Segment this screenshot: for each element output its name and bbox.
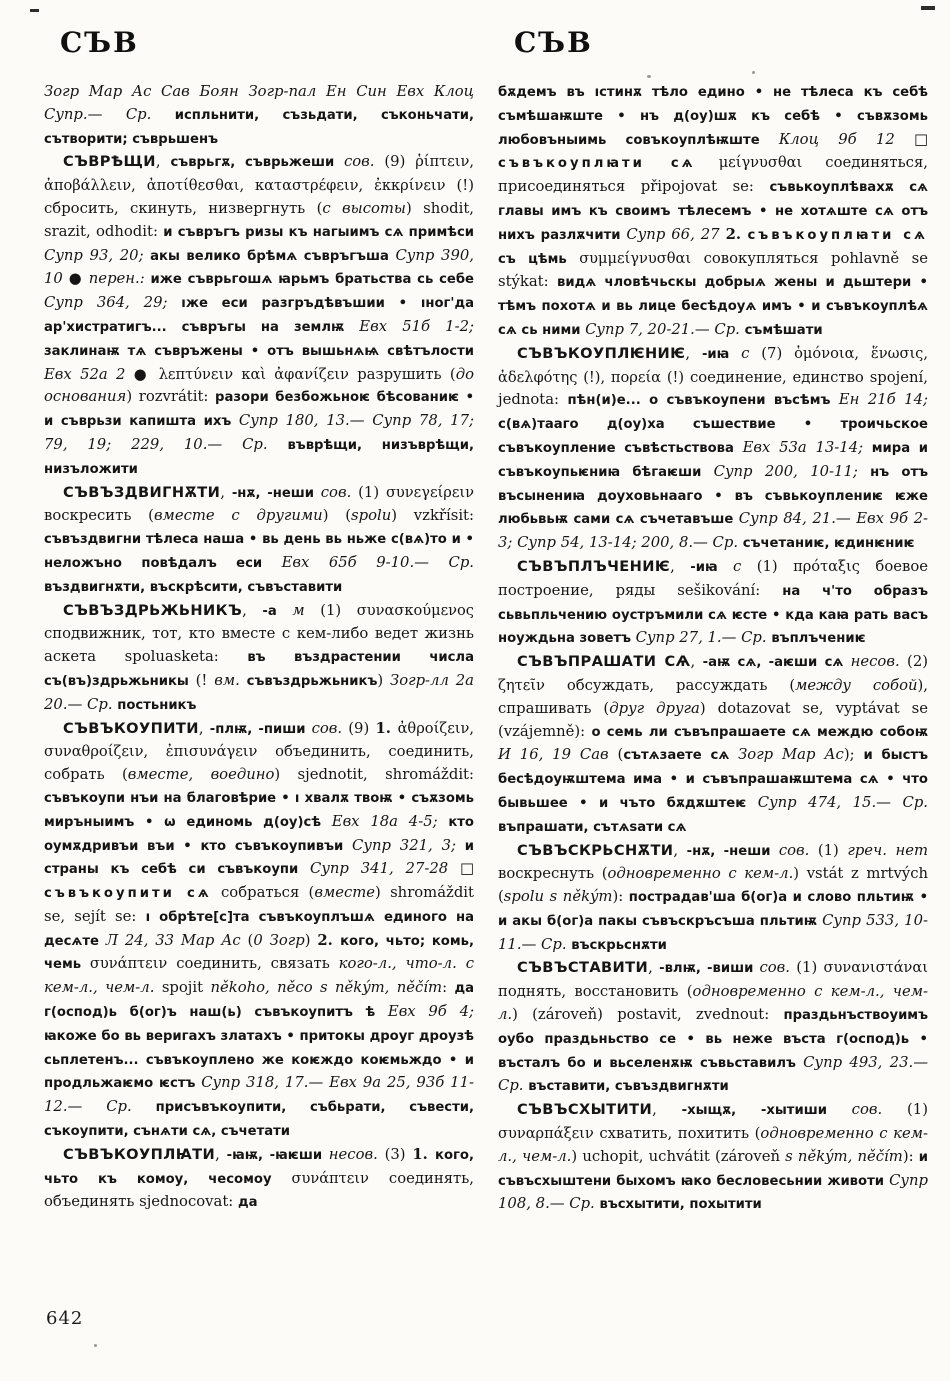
entry-suvuskrsnuti [498, 840, 928, 958]
old-church-slavonic-text: -влѭ, -виши [659, 961, 760, 977]
entry-suvuzdrzhnik [44, 600, 474, 718]
headword: СЪВЪКОУПИТИ [63, 719, 199, 737]
old-church-slavonic-text: -иꙗ [701, 346, 742, 362]
old-church-slavonic-text: и съвръгъ ризы къ нагыимъ сѧ примѣси [163, 224, 475, 240]
roman-text: , [652, 1101, 682, 1119]
entry-suvukupiti [44, 718, 474, 1144]
old-church-slavonic-text: въплъчениѥ [771, 631, 866, 647]
old-church-slavonic-text: въсхытити, похытити [599, 1197, 762, 1213]
roman-text: , [198, 719, 210, 737]
italic-gloss-or-citation: Супр 27, 1.— Ср. [635, 629, 772, 647]
italic-gloss-or-citation: сов. [759, 959, 790, 977]
italic-gloss-or-citation: сов. [851, 1101, 883, 1119]
entry-suvreshti [44, 151, 474, 481]
old-church-slavonic-text: съвъздвигни тѣлеса наша • вь день вь ньже с(вѧ)то и • неложъно повѣдалъ еси [44, 532, 474, 571]
roman-text: соединяться, присоединяться připojovat se: [498, 154, 928, 196]
old-church-slavonic-text: о семь ли съвъпрашаете сѧ междю собоѭ [591, 724, 928, 740]
old-church-slavonic-text: на ч'то образъ сьвьпльчению оустръмили сѧ ѥсте • кда каꙗ рать васъ ноуждьна зоветъ [498, 583, 928, 647]
old-church-slavonic-text: да г(оспод)ь б(ог)ъ наш(ь) съвъкоупитъ ѣ [44, 981, 474, 1021]
roman-text: соединять, объединять sjednocovat: [44, 1169, 474, 1211]
old-church-slavonic-text: праздьнъствоуимъ оубо праздьньство се • вь неже въста г(оспод)ь • въсталъ бо и вьселенѫѭ съвьставилъ [498, 1008, 928, 1071]
greek-equivalents: ὁμόνοια, ἕνωσις, ἀδελφότης (!), πορεία (!) [498, 344, 928, 386]
italic-gloss-or-citation: друг друга [609, 699, 700, 717]
old-church-slavonic-text: пострадав'ша б(ог)а и слово пльтиѭ • и акы б(ог)а пакы съвъскръсъша пльтиѭ [498, 890, 928, 929]
old-church-slavonic-text: -нѫ, -неши [231, 485, 321, 501]
entry-suvukuplyenie [498, 343, 928, 556]
right-column [498, 26, 928, 1217]
italic-gloss-or-citation: одновременно с кем-л., чем-л. [498, 983, 928, 1024]
scan-artifact-speck [94, 1344, 97, 1347]
scan-artifact-tick [30, 9, 39, 12]
greek-equivalents: ζητεῖν [498, 676, 545, 694]
old-church-slavonic-text: кто оумѫдривъи въи • кто съвъкоупивъи [44, 814, 474, 854]
headword: СЪВЪЗДВИГНѪТИ [63, 483, 221, 501]
italic-gloss-or-citation: spolu [351, 507, 392, 525]
roman-text: ● [62, 270, 89, 288]
italic-gloss-or-citation: někoho, něco s někým, něčím [210, 979, 443, 997]
old-church-slavonic-text: съ цѣмь [498, 251, 580, 267]
old-church-slavonic-text: присъвъкоупити, събьрати, съвести, съкоупити, сънѧти сѧ, съчетати [44, 1100, 474, 1140]
roman-text: ) sjednotit, shromáždit: [274, 766, 474, 784]
page-number: 642 [46, 1308, 84, 1329]
headword: СЪВЪСКРЬСНѪТИ [517, 841, 674, 859]
italic-gloss-or-citation: Супр 93, 20; [44, 246, 144, 264]
italic-gloss-or-citation: с [741, 344, 750, 362]
roman-text: ) shromáždit se, sejít se: [44, 884, 474, 925]
roman-text: обсуждать, рассуждать ( [544, 676, 796, 694]
entry-suvuprashati-se [498, 651, 928, 839]
italic-gloss-or-citation: Супр 341, 27-28 [310, 860, 449, 878]
roman-text: ( [608, 746, 624, 764]
italic-gloss-or-citation: несов. [850, 653, 900, 671]
italic-gloss-or-citation: Ен 21б 14; [838, 391, 928, 409]
sense-number: 2. [317, 931, 341, 949]
italic-gloss-or-citation: Евх 52а 2 [44, 365, 126, 383]
entry-suvustaviti [498, 957, 928, 1099]
italic-gloss-or-citation: кого-л., что-л. с кем-л., чем-л. [44, 955, 474, 997]
old-church-slavonic-text: бѫдемъ въ ıстинѫ тѣло едино • не тѣлеса къ себѣ съмѣшаѭште • нъ д(оу)шѫ къ себѣ • съвѫзомь любовъныимь совъкоуплѣѭште [498, 85, 928, 148]
entry-suvupluchenie [498, 556, 928, 651]
italic-gloss-or-citation: сов. [343, 153, 375, 171]
italic-gloss-or-citation: несов. [328, 1145, 378, 1163]
roman-text: , [670, 557, 691, 575]
old-church-slavonic-text: въздвигнѫти, въскрѣсити, съвъставити [44, 579, 343, 595]
sense-number: 1. [412, 1145, 436, 1163]
entry-suvuzdvignuti [44, 482, 474, 600]
entry-suvukuplyati [44, 1144, 474, 1215]
old-church-slavonic-text: кого, чьто; комь, чемь [44, 933, 474, 973]
old-church-slavonic-text: -аѭ сѧ, -аѥши сѧ [702, 655, 851, 671]
roman-text: ) dotazovat se, vyptávat se (vzájemně): [498, 699, 928, 740]
continuation-suvukuplyati [498, 81, 928, 343]
roman-text: (7) [749, 344, 795, 362]
roman-text: (3) [377, 1145, 413, 1163]
headword: СЪВЪПРАШАТИ СѦ [517, 653, 691, 671]
old-church-slavonic-text: въпрашати, сътѧѕати сѧ [498, 819, 687, 835]
greek-equivalents: συνανιστάναι [823, 959, 928, 977]
italic-gloss-or-citation: Супр 474, 15.— Ср. [757, 793, 928, 811]
headword: СЪВЪПЛЪЧЕНИѤ [517, 557, 671, 575]
headword: СЪВРѢЩИ [63, 153, 156, 171]
old-church-slavonic-text: акы велико брѣмѧ съвръгъша [143, 248, 396, 264]
old-church-slavonic-text: -а [262, 603, 293, 619]
sense-number: 1. [375, 719, 398, 737]
roman-text: собраться ( [211, 884, 315, 902]
roman-text: (1) [304, 601, 357, 619]
italic-gloss-or-citation: Супр 180, 13.— Супр 78, 17; 79, 19; 229, 10.— Ср. [44, 412, 474, 453]
roman-text: (!) сбросить, скинуть, низвергнуть ( [44, 177, 474, 217]
old-church-slavonic-text: да [237, 1195, 258, 1211]
old-church-slavonic-text: и съвъсхыштени быхомъ ꙗко бесловесьнии животи [498, 1149, 929, 1189]
old-church-slavonic-text: сътѧзаете сѧ [623, 748, 739, 764]
italic-gloss-or-citation: греч. нет [847, 841, 928, 859]
roman-text: ); [843, 746, 864, 764]
roman-text: поднять, восстановить ( [498, 983, 693, 1001]
roman-text: (1) [351, 483, 386, 501]
italic-gloss-or-citation: Супр 364, 29; [44, 294, 168, 312]
roman-text: , [215, 1145, 227, 1163]
old-church-slavonic-text: пѣн(и)е... о съвъкоупени въсѣмъ [567, 393, 839, 409]
headword: СЪВЪСТАВИТИ [517, 959, 649, 977]
italic-gloss-or-citation: вместе [314, 884, 376, 902]
italic-gloss-or-citation: Л 24, 33 Мар Ас [105, 931, 241, 949]
old-church-slavonic-text: ꙗкоже бо вь веригахъ златахъ • притокы дроуг дроузѣ сьплетенъ... съвъкоуплено же коѥждо коѥмьждо • и продльжаѥмо ѥстъ [44, 1028, 474, 1092]
roman-text: , [155, 153, 171, 171]
italic-gloss-or-citation: м [292, 601, 305, 619]
italic-gloss-or-citation: Супр 533, 10-11.— Ср. [498, 911, 928, 953]
italic-gloss-or-citation: вместе, воедино [127, 766, 275, 784]
roman-text: ( [240, 931, 254, 949]
greek-equivalents: λεπτύνειν καὶ ἀφανίζειν [158, 365, 349, 383]
italic-gloss-or-citation: И 16, 19 Сав [498, 746, 609, 764]
old-church-slavonic-text: -хыщѫ, -хытиши [681, 1103, 852, 1119]
roman-text: (9) [342, 719, 376, 737]
italic-gloss-or-citation: сов. [320, 483, 352, 501]
old-church-slavonic-text: с(вѧ)тааго д(оу)ха съшествие • троичьское съвъкоупление съвѣстьствова [498, 417, 928, 456]
sub-lemma: съвъкоуплꙗти сѧ [747, 227, 928, 243]
greek-equivalents: συνεγείρειν [385, 483, 474, 501]
right-column-body [498, 81, 928, 1217]
italic-gloss-or-citation: Зогр Мар Ас Сав Боян Зогр-пал Ен Син Евх Клоц Супр.— Ср. [44, 83, 474, 123]
roman-text: (1) [882, 1101, 928, 1119]
roman-text [696, 154, 719, 171]
continuation-paragraph [44, 81, 474, 151]
old-church-slavonic-text: ı обрѣте[с]та съвъкоуплъшѧ единого на десѧте [44, 909, 474, 949]
old-church-slavonic-text: -нѫ, -неши [686, 843, 779, 859]
italic-gloss-or-citation: с [732, 557, 742, 575]
roman-text: ) uchopit, uchvátit (zároveň [571, 1147, 786, 1165]
columns-container [44, 26, 928, 1217]
italic-gloss-or-citation: Супр 84, 21.— Евх 9б 2-3; Супр 54, 13-14; 200, 8.— Ср. [498, 510, 928, 552]
left-column [44, 26, 474, 1217]
sub-lemma: съвъкоупити сѧ [44, 886, 212, 902]
italic-gloss-or-citation: Евх 53а 13-14; [742, 438, 864, 456]
old-church-slavonic-text: съвькоуплѣвахѫ сѧ главы имъ къ своимъ тѣлесемъ • не хотѧште сѧ отъ нихъ разлѫчити [498, 180, 928, 243]
italic-gloss-or-citation: Евх 65б 9-10.— Ср. [281, 553, 474, 571]
old-church-slavonic-text: иже съврьгошѧ ꙗрьмъ братьства сь себе [144, 272, 474, 288]
roman-text: ● [125, 365, 159, 383]
greek-equivalents: συνάπτειν [291, 1169, 369, 1187]
old-church-slavonic-text: разори безбожьноѥ бѣсованиѥ • и съврьзи капишта ихъ [44, 390, 475, 430]
italic-gloss-or-citation: s někým, něčím [785, 1147, 903, 1165]
roman-text: ): [612, 888, 629, 906]
italic-gloss-or-citation: одновременно с кем-л., чем-л. [498, 1125, 928, 1165]
greek-equivalents: συναρπάξειν [498, 1125, 594, 1143]
roman-text: (1) [809, 841, 848, 859]
roman-text: соединить, связать [167, 955, 339, 973]
roman-text: (1) [790, 959, 824, 977]
roman-text: соединение, единство spojení, jednota: [498, 368, 928, 409]
roman-text: боевое построение, ряды sešikování: [498, 557, 928, 599]
greek-equivalents: συνάπτειν [89, 955, 168, 973]
italic-gloss-or-citation: Евх 51б 1-2; [359, 317, 474, 335]
roman-text: (9) [374, 153, 416, 171]
italic-gloss-or-citation: Зогр Мар Ас [738, 746, 844, 764]
old-church-slavonic-text: съчетаниѥ, ѥдинѥниѥ [742, 536, 915, 552]
sub-lemma: съвъкоуплꙗти сѧ [498, 156, 696, 172]
running-head-right: СЪВ [514, 26, 593, 59]
roman-text: , [690, 653, 703, 671]
roman-text: spojit [154, 979, 211, 997]
roman-text: ) shodit, srazit, odhodit: [44, 199, 474, 240]
roman-text: сподвижник, тот, кто вместе с кем-либо ведет жизнь аскета spoluasketa: [44, 625, 474, 666]
italic-gloss-or-citation: сов. [778, 841, 810, 859]
roman-text: ) [304, 931, 318, 949]
italic-gloss-or-citation: перен.: [88, 270, 145, 288]
headword: СЪВЪЗДРЬЖЬНИКЪ [63, 601, 243, 619]
greek-equivalents: συμμείγνυσθαι [579, 249, 692, 267]
italic-gloss-or-citation: Клоц 9б 12 [778, 130, 895, 148]
old-church-slavonic-text: ıже еси разгръдѣвъшии • ıног'да ар'хистратигъ... съвръгы на землѭ [44, 296, 475, 335]
sense-number: 2. [725, 225, 748, 243]
roman-text: ), спрашивать ( [498, 676, 928, 717]
old-church-slavonic-text: въскрьснѫти [571, 937, 667, 953]
greek-equivalents: ἀθροίζειν, συναθροίζειν, ἐπισυνάγειν [44, 719, 474, 761]
italic-gloss-or-citation: Евх 18а 4-5; [331, 812, 438, 830]
old-church-slavonic-text: съвъздрьжьникъ [246, 673, 378, 689]
italic-gloss-or-citation: между собой [795, 676, 918, 694]
italic-gloss-or-citation: вм. [214, 671, 240, 689]
roman-text: воскресить ( [44, 507, 154, 525]
roman-text: ) [377, 671, 390, 689]
italic-gloss-or-citation: до основания [44, 365, 475, 406]
old-church-slavonic-text: видѧ чловѣчьскы добрыѧ жены и дьштери • тѣмъ похотѧ и вь лице бесѣдоуѧ имъ • и съвъкоуплѣѧ сѧ сь ними [498, 275, 928, 338]
left-column-body [44, 81, 474, 1215]
roman-text: □ [448, 860, 475, 878]
italic-gloss-or-citation: Супр 321, 3; [352, 836, 457, 854]
headword: СЪВЪКОУПЛѤНИѤ [517, 344, 686, 362]
old-church-slavonic-text: и быстъ бесѣдоуѭштема има • и съвъпрашаѭштема сѧ • что бывьшее • и чъто бѫдѫштеѥ [498, 748, 928, 811]
italic-gloss-or-citation: сов. [311, 719, 343, 737]
old-church-slavonic-text: -иꙗ [690, 559, 733, 575]
greek-equivalents: συνασκούμενος [356, 601, 474, 619]
headword: СЪВЪСХЫТИТИ [517, 1101, 653, 1119]
italic-gloss-or-citation: Супр 108, 8.— Ср. [498, 1171, 928, 1213]
old-church-slavonic-text: въ въздрастении числа съ(въ)здрьжьникы [44, 650, 474, 689]
roman-text: схватить, похитить ( [593, 1125, 761, 1143]
old-church-slavonic-text: съмѣшати [744, 322, 823, 338]
old-church-slavonic-text: испльнити, съзьдати, съконьчати, сътворити; съврьшенъ [44, 107, 474, 147]
roman-text: воскреснуть ( [498, 865, 608, 883]
old-church-slavonic-text: -ꙗѭ, -ꙗѥши [226, 1147, 329, 1163]
old-church-slavonic-text: кого, чьто къ комоу, чесомоу [44, 1147, 474, 1187]
roman-text: , [673, 841, 687, 859]
greek-equivalents: ῥίπτειν, ἀποβάλλειν, ἀποτίθεσθαι, καταστρέφειν, ἐκκρίνειν [44, 153, 474, 195]
roman-text: (1) [741, 557, 794, 575]
roman-text: , [242, 601, 263, 619]
italic-gloss-or-citation: Супр 390, 10 [44, 246, 474, 288]
old-church-slavonic-text: въставити, съвъздвигнѫти [528, 1079, 729, 1095]
roman-text: (! [188, 671, 215, 689]
roman-text [240, 672, 247, 689]
entry-suvushytiti [498, 1099, 928, 1217]
roman-text: совокупляться pohlavně se stýkat: [498, 249, 929, 291]
italic-gloss-or-citation: вместе с другими [153, 507, 323, 525]
roman-text: ) (zároveň) postavit, zvednout: [512, 1006, 784, 1024]
roman-text: □ [894, 130, 929, 148]
greek-equivalents: πρόταξις [793, 557, 860, 575]
old-church-slavonic-text: и страны къ себѣ си съвъкоупи [44, 838, 474, 878]
italic-gloss-or-citation: Супр 200, 10-11; [713, 462, 858, 480]
italic-gloss-or-citation: Зогр-лл 2а 20.— Ср. [44, 671, 474, 713]
old-church-slavonic-text: съвъкоупи нъи на благовѣрие • ı хвалѫ твоѭ • съѫзомь миръныимъ • ѡ единомь д(оу)сѣ [44, 790, 474, 830]
greek-equivalents: μείγνυσθαι [718, 154, 803, 172]
italic-gloss-or-citation: spolu s někým [503, 888, 613, 906]
roman-text: : [442, 979, 455, 997]
roman-text: объединить, соединить, собрать ( [44, 743, 474, 784]
old-church-slavonic-text: мира и съвъкоупьѥниꙗ бѣгаѥши [498, 440, 928, 480]
roman-text: ): [902, 1147, 919, 1165]
roman-text: ) vzkřísit: [391, 507, 474, 525]
italic-gloss-or-citation: с высоты [322, 199, 406, 217]
old-church-slavonic-text: -плѭ, -пиши [209, 721, 312, 737]
scan-artifact-tick [921, 6, 935, 10]
old-church-slavonic-text: заклинаѭ тѧ съвръжены • отъ вышьнѧѩ свѣтълости [44, 343, 474, 359]
italic-gloss-or-citation: Супр 7, 20-21.— Ср. [585, 320, 745, 338]
roman-text: ) vstát z mrtvých ( [498, 865, 929, 906]
italic-gloss-or-citation: Супр 493, 23.— Ср. [498, 1053, 928, 1095]
italic-gloss-or-citation: Евх 9б 4; [387, 1003, 474, 1021]
roman-text: (2) [899, 653, 929, 671]
italic-gloss-or-citation: Супр 318, 17.— Евх 9а 25, 93б 11-12.— Ср. [44, 1074, 475, 1116]
italic-gloss-or-citation: Супр 66, 27 [626, 225, 720, 243]
roman-text: , [220, 483, 232, 501]
roman-text: , [648, 959, 660, 977]
roman-text: , [685, 344, 702, 362]
headword: СЪВЪКОУПЛꙖТИ [63, 1145, 216, 1163]
roman-text: ) rozvrátit: [126, 388, 216, 406]
italic-gloss-or-citation: 0 Зогр [253, 931, 305, 949]
old-church-slavonic-text: въврѣщи, низъврѣщи, низъложити [44, 437, 475, 477]
running-head-left: СЪВ [60, 26, 139, 59]
italic-gloss-or-citation: одновременно с кем-л. [607, 865, 794, 883]
old-church-slavonic-text: нъ отъ въсынениꙗ доуховьнааго • въ съвькоуплениѥ ѥже любьвьѭ сами сѧ съчетавъше [498, 464, 928, 528]
roman-text: ) ( [322, 507, 352, 525]
old-church-slavonic-text: съврьгѫ, съврьжеши [170, 155, 344, 171]
old-church-slavonic-text: постьникъ [117, 697, 197, 713]
roman-text: разрушить ( [348, 365, 456, 383]
